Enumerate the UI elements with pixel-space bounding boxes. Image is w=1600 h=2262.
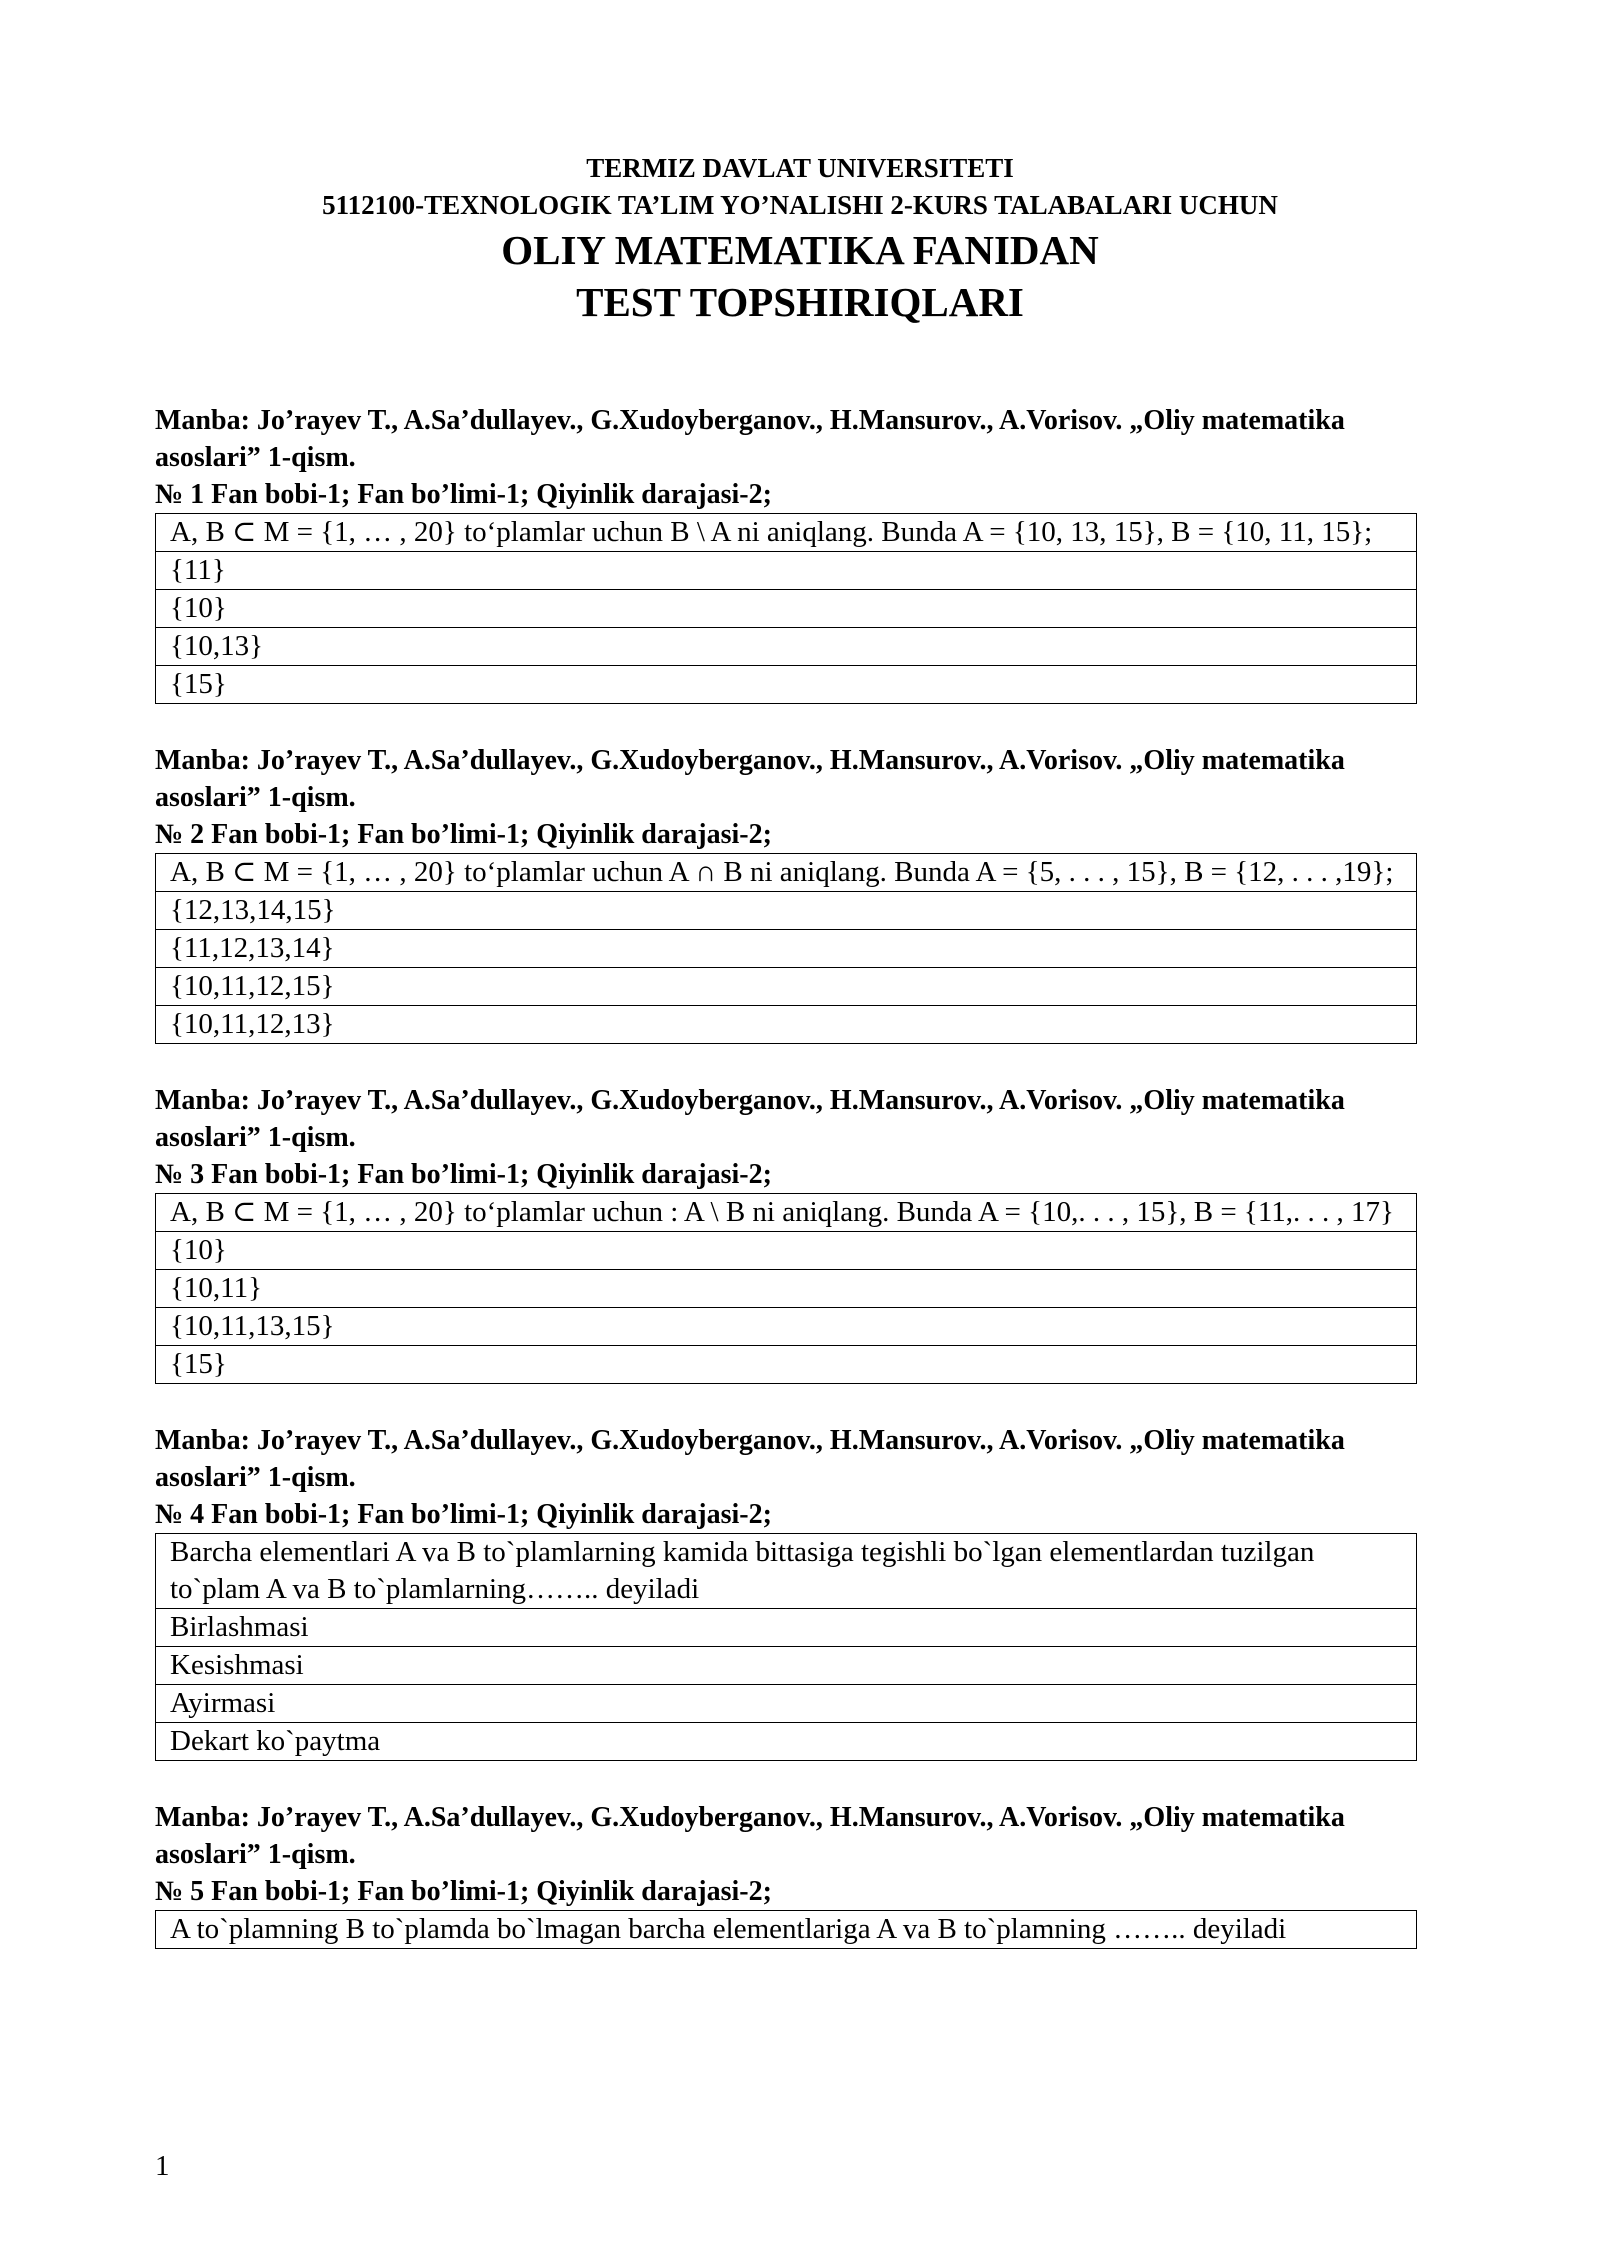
question-table xyxy=(155,1910,1417,1949)
question-header: № 3 Fan bobi-1; Fan bo’limi-1; Qiyinlik darajasi-2; xyxy=(155,1159,772,1190)
question-header: № 5 Fan bobi-1; Fan bo’limi-1; Qiyinlik darajasi-2; xyxy=(155,1876,772,1907)
answer-option: {10} xyxy=(156,1231,1416,1269)
answer-option: Birlashmasi xyxy=(156,1608,1416,1646)
answer-option: {10} xyxy=(156,589,1416,627)
question-text: A, B ⊂ M = {1, … , 20} to‘plamlar uchun A ∩ B ni aniqlang. Bunda A = {5, . . . , 15}, B = {12, . . . ,19}; xyxy=(170,856,1394,888)
answer-option: {12,13,14,15} xyxy=(156,891,1416,929)
questions-list xyxy=(155,402,1417,1987)
answer-option: Kesishmasi xyxy=(156,1646,1416,1684)
answer-option: {15} xyxy=(156,665,1416,703)
document-header xyxy=(0,150,1600,328)
question-block-3 xyxy=(155,1082,1417,1384)
answer-option: {11,12,13,14} xyxy=(156,929,1416,967)
question-table xyxy=(155,1533,1417,1761)
question-header: № 1 Fan bobi-1; Fan bo’limi-1; Qiyinlik darajasi-2; xyxy=(155,479,772,510)
question-block-1 xyxy=(155,402,1417,704)
question-text: A, B ⊂ M = {1, … , 20} to‘plamlar uchun : A \ B ni aniqlang. Bunda A = {10,. . . , 15}, B = {11,. . . , 17} xyxy=(170,1196,1394,1228)
source-reference: Manba: Jo’rayev T., A.Sa’dullayev., G.Xudoyberganov., H.Mansurov., A.Vorisov. „Oliy matematika asoslari” 1-qism. xyxy=(155,405,1345,473)
question-block-5 xyxy=(155,1799,1417,1949)
answer-option: {10,11,12,13} xyxy=(156,1005,1416,1043)
answer-option: {10,11} xyxy=(156,1269,1416,1307)
answer-option: {11} xyxy=(156,551,1416,589)
question-block-2 xyxy=(155,742,1417,1044)
answer-option: {10,11,13,15} xyxy=(156,1307,1416,1345)
answer-option: {10,13} xyxy=(156,627,1416,665)
question-block-4 xyxy=(155,1422,1417,1761)
question-text: A to`plamning B to`plamda bo`lmagan barcha elementlariga A va B to`plamning …….. deyiladi xyxy=(170,1913,1287,1945)
question-table xyxy=(155,513,1417,704)
answer-option: {15} xyxy=(156,1345,1416,1383)
source-reference: Manba: Jo’rayev T., A.Sa’dullayev., G.Xudoyberganov., H.Mansurov., A.Vorisov. „Oliy matematika asoslari” 1-qism. xyxy=(155,1085,1345,1153)
question-text: A, B ⊂ M = {1, … , 20} to‘plamlar uchun B \ A ni aniqlang. Bunda A = {10, 13, 15}, B = {10, 11, 15}; xyxy=(170,516,1373,548)
subject-title: OLIY MATEMATIKA FANIDAN xyxy=(501,227,1099,273)
answer-option: Ayirmasi xyxy=(156,1684,1416,1722)
question-text: Barcha elementlari A va B to`plamlarning kamida bittasiga tegishli bo`lgan elementlardan tuzilgan to`plam A va B to`plamlarning…….. deyiladi xyxy=(170,1536,1315,1605)
page-number: 1 xyxy=(155,2150,170,2182)
question-header: № 2 Fan bobi-1; Fan bo’limi-1; Qiyinlik darajasi-2; xyxy=(155,819,772,850)
course-subtitle: 5112100-TEXNOLOGIK TA’LIM YO’NALISHI 2-KURS TALABALARI UCHUN xyxy=(322,190,1278,220)
question-table xyxy=(155,853,1417,1044)
source-reference: Manba: Jo’rayev T., A.Sa’dullayev., G.Xudoyberganov., H.Mansurov., A.Vorisov. „Oliy matematika asoslari” 1-qism. xyxy=(155,745,1345,813)
source-reference: Manba: Jo’rayev T., A.Sa’dullayev., G.Xudoyberganov., H.Mansurov., A.Vorisov. „Oliy matematika asoslari” 1-qism. xyxy=(155,1425,1345,1493)
answer-option: Dekart ko`paytma xyxy=(156,1722,1416,1760)
source-reference: Manba: Jo’rayev T., A.Sa’dullayev., G.Xudoyberganov., H.Mansurov., A.Vorisov. „Oliy matematika asoslari” 1-qism. xyxy=(155,1802,1345,1870)
question-table xyxy=(155,1193,1417,1384)
test-title: TEST TOPSHIRIQLARI xyxy=(576,279,1024,325)
question-header: № 4 Fan bobi-1; Fan bo’limi-1; Qiyinlik darajasi-2; xyxy=(155,1499,772,1530)
answer-option: {10,11,12,15} xyxy=(156,967,1416,1005)
university-title: TERMIZ DAVLAT UNIVERSITETI xyxy=(586,153,1014,183)
